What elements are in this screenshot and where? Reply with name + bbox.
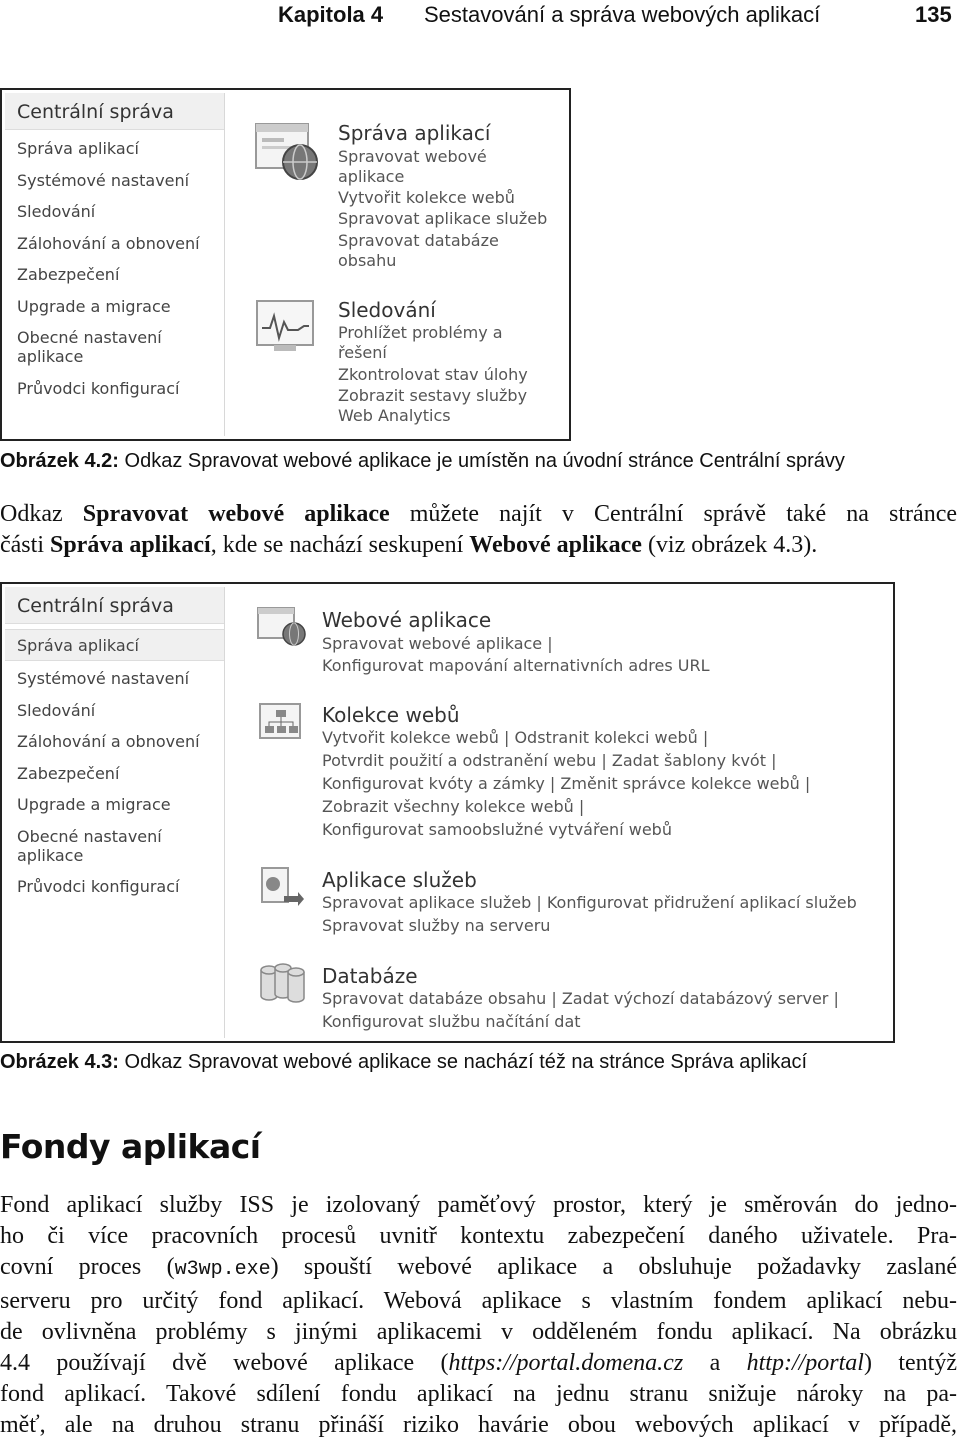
link-create-delete-site-collections[interactable]: Vytvořit kolekce webů | Odstranit kolekci webů | xyxy=(322,728,709,747)
paragraph-application-pools xyxy=(0,1190,957,1442)
group-title-monitoring[interactable]: Sledování xyxy=(338,298,436,322)
link-manage-content-databases[interactable]: Spravovat databáze obsahu | Zadat výchozí databázový server | xyxy=(322,989,839,1008)
caption-label: Obrázek 4.3: xyxy=(0,1051,119,1073)
url-portal: http://portal xyxy=(746,1350,864,1377)
nav-header[interactable]: Centrální správa xyxy=(5,587,224,624)
link-manage-service-applications[interactable]: Spravovat aplikace služeb | Konfigurovat přidružení aplikací služeb xyxy=(322,893,857,912)
nav-item-system-settings[interactable]: Systémové nastavení xyxy=(17,669,190,688)
link-quotas-locks-admins[interactable]: Konfigurovat kvóty a zámky | Změnit správce kolekce webů | xyxy=(322,774,811,793)
chapter-title: Sestavování a správa webových aplikací xyxy=(424,2,821,27)
link-manage-web-apps[interactable]: Spravovat webové xyxy=(338,147,487,166)
nav-item-config-wizards[interactable]: Průvodci konfigurací xyxy=(17,379,180,398)
nav-item-general-settings-cont[interactable]: aplikace xyxy=(17,846,84,865)
link-review-problems-cont[interactable]: řešení xyxy=(338,343,387,362)
group-title-databases[interactable]: Databáze xyxy=(322,964,418,988)
central-admin-nav xyxy=(5,587,225,1038)
web-application-globe-icon xyxy=(252,120,322,182)
nav-item-application-management-selected[interactable]: Správa aplikací xyxy=(5,629,224,661)
para2-line5: de ovlivněna problémy s jinými aplikacemi v odděleném fondu aplikací. Na obrázku xyxy=(0,1318,957,1345)
link-self-service-site-creation[interactable]: Konfigurovat samoobslužné vytváření webů xyxy=(322,820,672,839)
link-manage-web-apps-cont[interactable]: aplikace xyxy=(338,167,405,186)
group-title-site-collections[interactable]: Kolekce webů xyxy=(322,703,460,727)
group-title-web-applications[interactable]: Webové aplikace xyxy=(322,608,492,632)
para2-line7: fond aplikací. Takové sdílení fondu aplikací na jednu stranu snižuje nároky na pa- xyxy=(0,1381,957,1408)
link-confirm-usage-quotas[interactable]: Potvrdit použití a odstranění webu | Zadat šablony kvót | xyxy=(322,751,777,770)
para2-line4: serveru pro určitý fond aplikací. Webová aplikace s vlastním fondem aplikací nebu- xyxy=(0,1287,957,1314)
web-applications-icon xyxy=(256,606,308,646)
page-number: 135 xyxy=(915,2,952,27)
service-applications-icon xyxy=(258,866,306,910)
figure-4-3-caption xyxy=(0,1051,807,1074)
link-view-all-site-collections[interactable]: Zobrazit všechny kolekce webů | xyxy=(322,797,585,816)
link-view-web-analytics-cont[interactable]: Web Analytics xyxy=(338,406,451,425)
nav-item-upgrade-migration[interactable]: Upgrade a migrace xyxy=(17,297,171,316)
nav-item-backup-restore[interactable]: Zálohování a obnovení xyxy=(17,732,200,751)
nav-item-general-settings[interactable]: Obecné nastavení xyxy=(17,827,162,846)
central-admin-nav xyxy=(5,93,225,436)
figure-4-2-screenshot xyxy=(0,88,571,441)
figure-4-3-screenshot xyxy=(0,582,895,1043)
nav-header[interactable]: Centrální správa xyxy=(5,93,224,130)
nav-item-backup-restore[interactable]: Zálohování a obnovení xyxy=(17,234,200,253)
nav-item-upgrade-migration[interactable]: Upgrade a migrace xyxy=(17,795,171,814)
caption-text: Odkaz Spravovat webové aplikace je umístěn na úvodní stránce Centrální správy xyxy=(124,450,845,472)
nav-item-monitoring[interactable]: Sledování xyxy=(17,202,96,221)
nav-item-general-settings-cont[interactable]: aplikace xyxy=(17,347,84,366)
link-manage-content-db[interactable]: Spravovat databáze xyxy=(338,231,499,250)
para2-line1: Fond aplikací služby ISS je izolovaný paměťový prostor, který je směrován do jedno- xyxy=(0,1192,957,1218)
para2-line2: ho či více pracovních procesů uvnitř kontextu zabezpečení daného uživatele. Pra- xyxy=(0,1223,957,1250)
section-heading: Fondy aplikací xyxy=(0,1127,261,1166)
link-view-web-analytics[interactable]: Zobrazit sestavy služby xyxy=(338,386,528,405)
link-review-problems[interactable]: Prohlížet problémy a xyxy=(338,323,503,342)
para1-line1: Odkaz Spravovat webové aplikace můžete najít v Centrální správě také na stránce xyxy=(0,501,957,527)
running-header xyxy=(0,0,960,40)
nav-item-security[interactable]: Zabezpečení xyxy=(17,764,120,783)
para2-line3: covní proces (w3wp.exe) spouští webové aplikace a obsluhuje požadavky zaslané xyxy=(0,1254,957,1282)
link-manage-content-db-cont[interactable]: obsahu xyxy=(338,251,397,270)
nav-item-general-settings[interactable]: Obecné nastavení xyxy=(17,328,162,347)
nav-item-security[interactable]: Zabezpečení xyxy=(17,265,120,284)
link-create-site-collections[interactable]: Vytvořit kolekce webů xyxy=(338,188,515,207)
code-w3wp: w3wp.exe xyxy=(174,1258,271,1282)
link-manage-service-apps[interactable]: Spravovat aplikace služeb xyxy=(338,209,548,228)
url-portal-domena: https://portal.domena.cz xyxy=(448,1350,684,1377)
paragraph-intro xyxy=(0,499,957,561)
caption-label: Obrázek 4.2: xyxy=(0,450,119,472)
link-manage-web-applications[interactable]: Spravovat webové aplikace | xyxy=(322,634,553,653)
figure-4-2-caption xyxy=(0,450,845,473)
para2-line6: 4.4 používají dvě webové aplikace (https://portal.domena.cz a http://portal) tentýž xyxy=(0,1350,957,1377)
nav-item-config-wizards[interactable]: Průvodci konfigurací xyxy=(17,877,180,896)
para1-line2: části Správa aplikací, kde se nachází seskupení Webové aplikace (viz obrázek 4.3). xyxy=(0,532,818,559)
caption-text: Odkaz Spravovat webové aplikace se nachází též na stránce Správa aplikací xyxy=(124,1051,808,1073)
chapter-label: Kapitola 4 xyxy=(278,2,384,27)
nav-item-application-management[interactable]: Správa aplikací xyxy=(17,139,139,158)
group-title-service-applications[interactable]: Aplikace služeb xyxy=(322,868,477,892)
link-check-job-status[interactable]: Zkontrolovat stav úlohy xyxy=(338,365,528,384)
link-manage-services-on-server[interactable]: Spravovat služby na serveru xyxy=(322,916,551,935)
databases-icon xyxy=(258,962,306,1006)
group-title-application-management[interactable]: Správa aplikací xyxy=(338,121,491,145)
link-configure-data-retrieval[interactable]: Konfigurovat službu načítání dat xyxy=(322,1012,581,1031)
nav-item-monitoring[interactable]: Sledování xyxy=(17,701,96,720)
monitoring-chart-icon xyxy=(254,298,316,353)
nav-item-system-settings[interactable]: Systémové nastavení xyxy=(17,171,190,190)
site-collections-icon xyxy=(258,702,306,744)
link-configure-aam[interactable]: Konfigurovat mapování alternativních adres URL xyxy=(322,656,710,675)
para2-line8: měť, ale na druhou stranu přináší riziko havárie obou webových aplikací v případě, xyxy=(0,1412,957,1439)
